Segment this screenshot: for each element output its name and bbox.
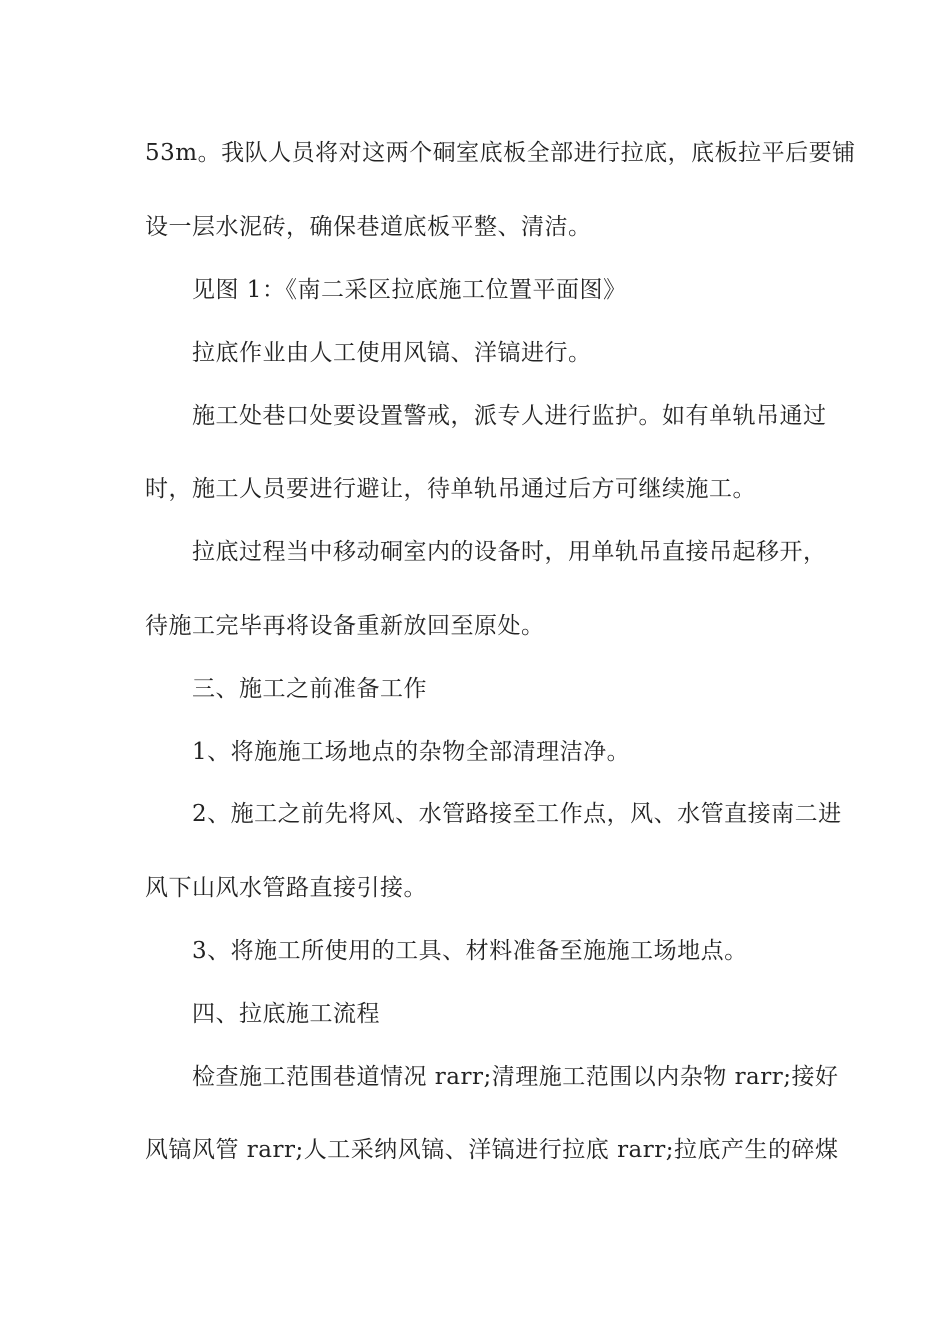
list-item-2: 2、施工之前先将风、水管路接至工作点，风、水管直接南二进 <box>192 801 842 827</box>
paragraph-line-1: 53m。我队人员将对这两个硐室底板全部进行拉底，底板拉平后要铺 <box>145 140 856 166</box>
paragraph-line-2: 设一层水泥砖，确保巷道底板平整、清洁。 <box>145 214 592 240</box>
figure-reference: 见图 1：《南二采区拉底施工位置平面图》 <box>192 277 627 303</box>
list-item-3: 3、将施工所使用的工具、材料准备至施施工场地点。 <box>192 938 748 964</box>
paragraph-line-7: 拉底过程当中移动硐室内的设备时，用单轨吊直接吊起移开， <box>192 539 827 565</box>
paragraph-line-8: 待施工完毕再将设备重新放回至原处。 <box>145 613 545 639</box>
process-line-2: 风镐风管 rarr;人工采纳风镐、洋镐进行拉底 rarr;拉底产生的碎煤 <box>145 1137 839 1163</box>
paragraph-line-6: 时，施工人员要进行避让，待单轨吊通过后方可继续施工。 <box>145 476 756 502</box>
process-line-1: 检查施工范围巷道情况 rarr;清理施工范围以内杂物 rarr;接好 <box>192 1064 839 1090</box>
section-heading-4: 四、拉底施工流程 <box>192 1001 380 1027</box>
paragraph-line-4: 拉底作业由人工使用风镐、洋镐进行。 <box>192 340 592 366</box>
list-item-1: 1、将施施工场地点的杂物全部清理洁净。 <box>192 739 631 765</box>
list-item-2-continued: 风下山风水管路直接引接。 <box>145 875 427 901</box>
paragraph-line-5: 施工处巷口处要设置警戒，派专人进行监护。如有单轨吊通过 <box>192 403 827 429</box>
section-heading-3: 三、施工之前准备工作 <box>192 676 427 702</box>
